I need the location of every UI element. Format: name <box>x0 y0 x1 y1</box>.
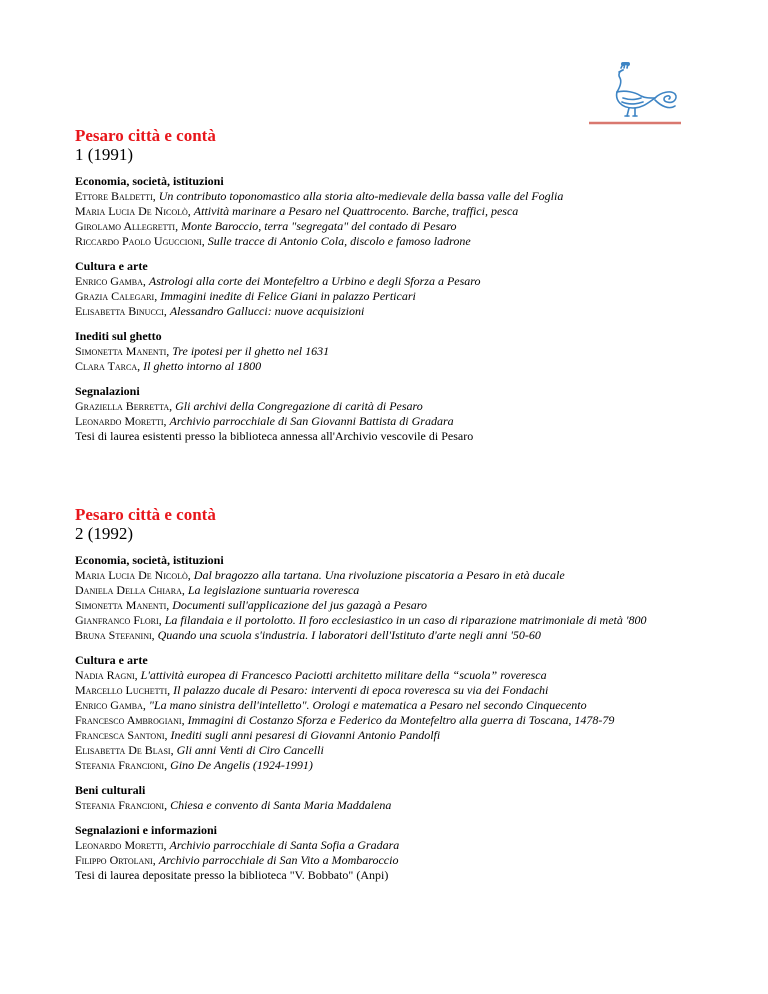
article-title: Astrologi alla corte dei Montefeltro a Urbino e degli Sforza a Pesaro <box>148 274 481 288</box>
article-title: Sulle tracce di Antonio Cola, discolo e famoso ladrone <box>207 234 471 248</box>
author-name: Graziella Berretta <box>75 399 170 413</box>
article-title: Il ghetto intorno al 1800 <box>143 359 262 373</box>
article-title: "La mano sinistra dell'intelletto". Orologi e matematica a Pesaro nel secondo Cinquecento <box>148 698 587 712</box>
article-title: Archivio parrocchiale di Santa Sofia a Gradara <box>169 838 400 852</box>
section-beni-culturali <box>75 783 715 813</box>
list-item: Maria Lucia De Nicolò, Dal bragozzo alla tartana. Una rivoluzione piscatoria a Pesaro in età ducale <box>75 568 565 582</box>
list-item: Francesco Ambrogiani, Immagini di Costanzo Sforza e Federico da Montefeltro alla guerra di Toscana, 1478-79 <box>75 713 615 727</box>
list-item: Nadia Ragni, L'attività europea di Francesco Paciotti architetto militare della “scuola” roveresca <box>75 668 547 682</box>
journal-title: Pesaro città e contà <box>75 126 216 145</box>
author-name: Riccardo Paolo Uguccioni <box>75 234 202 248</box>
article-title: Monte Baroccio, terra "segregata" del contado di Pesaro <box>181 219 457 233</box>
issue-1 <box>75 126 715 444</box>
article-title: Immagini di Costanzo Sforza e Federico da Montefeltro alla guerra di Toscana, 1478-79 <box>187 713 615 727</box>
section-heading: Cultura e arte <box>75 653 148 667</box>
section-heading: Segnalazioni e informazioni <box>75 823 217 837</box>
list-item: Filippo Ortolani, Archivio parrocchiale di San Vito a Mombaroccio <box>75 853 399 867</box>
article-title: L'attività europea di Francesco Paciotti architetto militare della “scuola” roveresca <box>140 668 547 682</box>
article-title: Gli archivi della Congregazione di carità di Pesaro <box>175 399 423 413</box>
article-title: Quando una scuola s'industria. I laboratori dell'Istituto d'arte negli anni '50-60 <box>157 628 541 642</box>
author-name: Leonardo Moretti <box>75 414 164 428</box>
list-item: Graziella Berretta, Gli archivi della Congregazione di carità di Pesaro <box>75 399 423 413</box>
article-title: La legislazione suntuaria roveresca <box>187 583 360 597</box>
list-item: Elisabetta De Blasi, Gli anni Venti di Ciro Cancelli <box>75 743 324 757</box>
article-title: Archivio parrocchiale di San Giovanni Battista di Gradara <box>169 414 454 428</box>
section-economia <box>75 174 715 249</box>
section-cultura <box>75 653 715 773</box>
list-item: Enrico Gamba, "La mano sinistra dell'intelletto". Orologi e matematica a Pesaro nel secondo Cinquecento <box>75 698 587 712</box>
peacock-icon <box>589 62 681 126</box>
list-item: Bruna Stefanini, Quando una scuola s'industria. I laboratori dell'Istituto d'arte negli anni '50-60 <box>75 628 541 642</box>
author-name: Maria Lucia De Nicolò <box>75 568 188 582</box>
list-item: Gianfranco Flori, La filandaia e il portolotto. Il foro ecclesiastico in un caso di riparazione matrimoniale di metà '800 <box>75 613 647 627</box>
article-title: Alessandro Gallucci: nuove acquisizioni <box>169 304 365 318</box>
author-name: Elisabetta Binucci <box>75 304 164 318</box>
section-heading: Inediti sul ghetto <box>75 329 162 343</box>
issue-number: 2 (1992) <box>75 524 134 543</box>
article-title: Un contributo toponomastico alla storia alto-medievale della bassa valle del Foglia <box>158 189 564 203</box>
author-name: Clara Tarca <box>75 359 138 373</box>
list-item: Enrico Gamba, Astrologi alla corte dei Montefeltro a Urbino e degli Sforza a Pesaro <box>75 274 481 288</box>
author-name: Elisabetta De Blasi <box>75 743 171 757</box>
article-title: Gino De Angelis (1924-1991) <box>170 758 313 772</box>
author-name: Girolamo Allegretti <box>75 219 176 233</box>
article-title: Immagini inedite di Felice Giani in palazzo Perticari <box>160 289 416 303</box>
issue-number: 1 (1991) <box>75 145 134 164</box>
list-item: Stefania Francioni, Chiesa e convento di Santa Maria Maddalena <box>75 798 392 812</box>
list-item: Leonardo Moretti, Archivio parrocchiale di San Giovanni Battista di Gradara <box>75 414 454 428</box>
list-item: Ettore Baldetti, Un contributo toponomastico alla storia alto-medievale della bassa valle del Foglia <box>75 189 564 203</box>
section-heading: Economia, società, istituzioni <box>75 553 224 567</box>
section-heading: Economia, società, istituzioni <box>75 174 224 188</box>
section-cultura <box>75 259 715 319</box>
article-title: Chiesa e convento di Santa Maria Maddalena <box>170 798 392 812</box>
author-name: Stefania Francioni <box>75 758 165 772</box>
article-title: Documenti sull'applicazione del jus gazagà a Pesaro <box>172 598 428 612</box>
list-item: Grazia Calegari, Immagini inedite di Felice Giani in palazzo Perticari <box>75 289 416 303</box>
list-item: Simonetta Manenti, Documenti sull'applicazione del jus gazagà a Pesaro <box>75 598 428 612</box>
article-title: Il palazzo ducale di Pesaro: interventi di epoca roveresca su via dei Fondachi <box>173 683 549 697</box>
list-item: Francesca Santoni, Inediti sugli anni pesaresi di Giovanni Antonio Pandolfi <box>75 728 441 742</box>
note-text: Tesi di laurea esistenti presso la biblioteca annessa all'Archivio vescovile di Pesaro <box>75 429 474 443</box>
list-item: Clara Tarca, Il ghetto intorno al 1800 <box>75 359 262 373</box>
author-name: Bruna Stefanini <box>75 628 152 642</box>
list-item: Simonetta Manenti, Tre ipotesi per il ghetto nel 1631 <box>75 344 330 358</box>
list-item: Leonardo Moretti, Archivio parrocchiale di Santa Sofia a Gradara <box>75 838 400 852</box>
list-item: Riccardo Paolo Uguccioni, Sulle tracce di Antonio Cola, discolo e famoso ladrone <box>75 234 471 248</box>
section-economia <box>75 553 715 643</box>
section-segnalazioni <box>75 823 715 883</box>
list-item: Stefania Francioni, Gino De Angelis (1924-1991) <box>75 758 313 772</box>
list-item: Maria Lucia De Nicolò, Attività marinare a Pesaro nel Quattrocento. Barche, traffici, pesca <box>75 204 519 218</box>
list-item <box>75 868 715 883</box>
article-title: Archivio parrocchiale di San Vito a Mombaroccio <box>158 853 399 867</box>
author-name: Simonetta Manenti <box>75 344 167 358</box>
issue-2 <box>75 505 715 883</box>
note-text: Tesi di laurea depositate presso la biblioteca "V. Bobbato" (Anpi) <box>75 868 389 882</box>
list-item: Girolamo Allegretti, Monte Baroccio, terra "segregata" del contado di Pesaro <box>75 219 457 233</box>
section-heading: Segnalazioni <box>75 384 140 398</box>
article-title: Tre ipotesi per il ghetto nel 1631 <box>172 344 330 358</box>
article-title: Inediti sugli anni pesaresi di Giovanni Antonio Pandolfi <box>170 728 441 742</box>
list-item: Daniela Della Chiara, La legislazione suntuaria roveresca <box>75 583 360 597</box>
section-heading: Cultura e arte <box>75 259 148 273</box>
author-name: Grazia Calegari <box>75 289 155 303</box>
list-item: Elisabetta Binucci, Alessandro Gallucci: nuove acquisizioni <box>75 304 365 318</box>
author-name: Daniela Della Chiara <box>75 583 182 597</box>
article-title: Gli anni Venti di Ciro Cancelli <box>176 743 324 757</box>
article-title: La filandaia e il portolotto. Il foro ecclesiastico in un caso di riparazione matrimoniale di metà '800 <box>164 613 647 627</box>
list-item <box>75 429 715 444</box>
author-name: Ettore Baldetti <box>75 189 153 203</box>
author-name: Marcello Luchetti <box>75 683 168 697</box>
author-name: Filippo Ortolani <box>75 853 153 867</box>
author-name: Francesco Ambrogiani <box>75 713 182 727</box>
author-name: Gianfranco Flori <box>75 613 159 627</box>
article-title: Dal bragozzo alla tartana. Una rivoluzione piscatoria a Pesaro in età ducale <box>193 568 565 582</box>
list-item: Marcello Luchetti, Il palazzo ducale di Pesaro: interventi di epoca roveresca su via dei Fondachi <box>75 683 549 697</box>
author-name: Enrico Gamba <box>75 698 143 712</box>
article-title: Attività marinare a Pesaro nel Quattrocento. Barche, traffici, pesca <box>193 204 519 218</box>
publisher-logo <box>589 62 681 126</box>
author-name: Francesca Santoni <box>75 728 165 742</box>
author-name: Stefania Francioni <box>75 798 165 812</box>
author-name: Enrico Gamba <box>75 274 143 288</box>
author-name: Leonardo Moretti <box>75 838 164 852</box>
author-name: Nadia Ragni <box>75 668 135 682</box>
section-heading: Beni culturali <box>75 783 146 797</box>
section-ghetto <box>75 329 715 374</box>
author-name: Maria Lucia De Nicolò <box>75 204 188 218</box>
section-segnalazioni <box>75 384 715 444</box>
author-name: Simonetta Manenti <box>75 598 167 612</box>
journal-title: Pesaro città e contà <box>75 505 216 524</box>
